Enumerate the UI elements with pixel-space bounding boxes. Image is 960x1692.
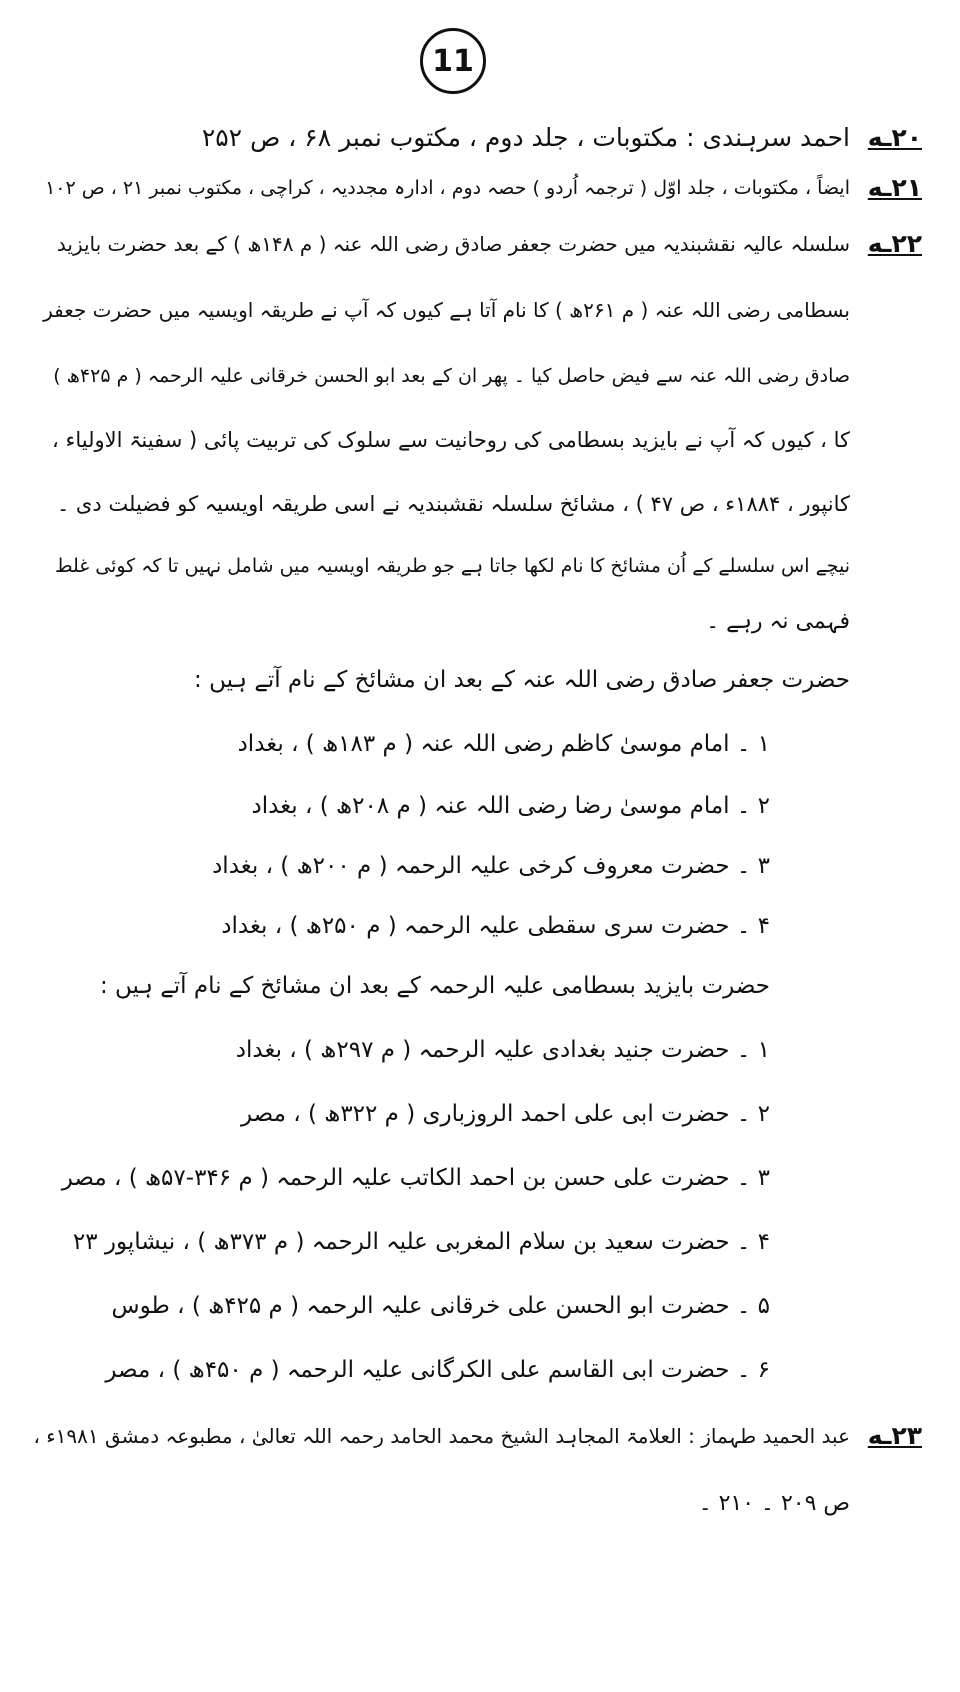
footnote-23-line-1: عبد الحمید طہماز : العلامۃ المجاہد الشیخ محمد الحامد رحمہ اللہ تعالیٰ ، مطبوعہ دمشق ۱۹۸۱ء ، (33, 1424, 850, 1448)
footnote-22-line-2: بسطامی رضی اللہ عنہ ( م ۲۶۱ھ ) کا نام آتا ہے کیوں کہ آپ نے طریقہ اویسیہ میں حضرت جعفر (43, 298, 850, 322)
group2-item-6: ۶ ۔ حضرت ابی القاسم علی الکرگانی علیہ الرحمہ ( م ۴۵۰ھ ) ، مصر (105, 1357, 770, 1383)
footnote-22-line-1: سلسلہ عالیہ نقشبندیہ میں حضرت جعفر صادق رضی اللہ عنہ ( م ۱۴۸ھ ) کے بعد حضرت بایزید (56, 232, 850, 256)
footnote-marker-22: ۲۲ـه (867, 229, 922, 258)
group2-item-4: ۴ ۔ حضرت سعید بن سلام المغربی علیہ الرحمہ ( م ۳۷۳ھ ) ، نیشاپور ۲۳ (72, 1229, 770, 1255)
footnote-marker-23: ۲۳ـه (867, 1421, 922, 1450)
group2-item-1: ۱ ۔ حضرت جنید بغدادی علیہ الرحمہ ( م ۲۹۷ھ ) ، بغداد (235, 1037, 770, 1063)
footnote-22-line-5: کانپور ، ۱۸۸۴ء ، ص ۴۷ ) ، مشائخ سلسلہ نقشبندیہ نے اسی طریقہ اویسیہ کو فضیلت دی ۔ (56, 492, 850, 516)
footnote-marker-21: ۲۱ـه (867, 173, 922, 202)
group1-item-3: ۳ ۔ حضرت معروف کرخی علیہ الرحمہ ( م ۲۰۰ھ ) ، بغداد (212, 853, 770, 879)
footnote-22-line-3: صادق رضی اللہ عنہ سے فیض حاصل کیا ۔ پھر ان کے بعد ابو الحسن خرقانی علیہ الرحمہ ( م ۴۲۵ھ ) (53, 365, 850, 387)
footnote-22-line-7: فہمی نہ رہے ۔ (706, 609, 850, 634)
page-number: 11 (420, 28, 486, 94)
group1-item-4: ۴ ۔ حضرت سری سقطی علیہ الرحمہ ( م ۲۵۰ھ ) ، بغداد (221, 913, 770, 939)
footnote-21-line: ایضاً ، مکتوبات ، جلد اوّل ( ترجمہ اُردو ) حصہ دوم ، ادارہ مجددیہ ، کراچی ، مکتوب نمبر ۲۱ ، ص ۱۰۲ (45, 177, 850, 199)
footnote-marker-20: ۲۰ـه (867, 123, 922, 152)
group1-heading: حضرت جعفر صادق رضی اللہ عنہ کے بعد ان مشائخ کے نام آتے ہیں : (194, 667, 850, 693)
footnote-20-line: احمد سرہندی : مکتوبات ، جلد دوم ، مکتوب نمبر ۶۸ ، ص ۲۵۲ (201, 123, 850, 152)
group2-item-3: ۳ ۔ حضرت علی حسن بن احمد الکاتب علیہ الرحمہ ( م ۳۴۶-۵۷ھ ) ، مصر (61, 1165, 770, 1191)
footnote-22-line-4: کا ، کیوں کہ آپ نے بایزید بسطامی کی روحانیت سے سلوک کی تربیت پائی ( سفینۃ الاولیاء ، (52, 428, 850, 452)
group2-item-2: ۲ ۔ حضرت ابی علی احمد الروزباری ( م ۳۲۲ھ ) ، مصر (240, 1101, 770, 1127)
group2-heading: حضرت بایزید بسطامی علیہ الرحمہ کے بعد ان مشائخ کے نام آتے ہیں : (99, 973, 770, 999)
footnote-22-line-6: نیچے اس سلسلے کے اُن مشائخ کا نام لکھا جاتا ہے جو طریقہ اویسیہ میں شامل نہیں تا کہ کوئی غلط (54, 555, 850, 577)
group1-item-2: ۲ ۔ امام موسیٰ رضا رضی اللہ عنہ ( م ۲۰۸ھ ) ، بغداد (251, 793, 770, 819)
group1-item-1: ۱ ۔ امام موسیٰ کاظم رضی اللہ عنہ ( م ۱۸۳ھ ) ، بغداد (237, 731, 770, 757)
group2-item-5: ۵ ۔ حضرت ابو الحسن علی خرقانی علیہ الرحمہ ( م ۴۲۵ھ ) ، طوس (111, 1293, 770, 1319)
footnote-23-line-2: ص ۲۰۹ ۔ ۲۱۰ ۔ (698, 1491, 850, 1516)
